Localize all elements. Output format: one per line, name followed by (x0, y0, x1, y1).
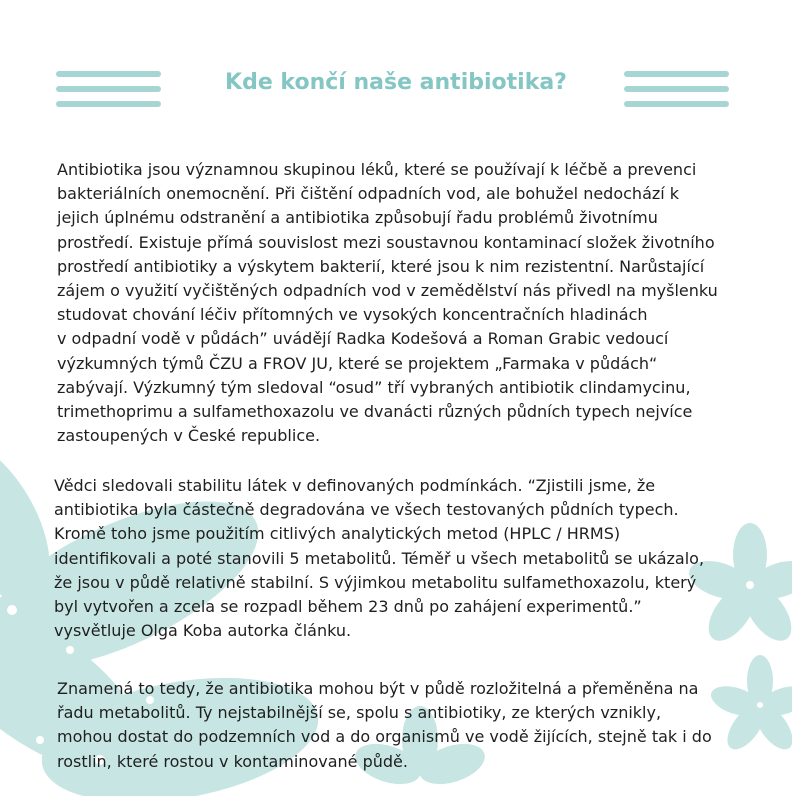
text-line: studovat chování léčiv přítomných ve vysokých koncentračních hladinách (57, 305, 648, 325)
text-line: Antibiotika jsou významnou skupinou léků, které se používají k léčbě a prevenci (57, 160, 697, 179)
text-line: identifikovali a poté stanovili 5 metabolitů. Téměř u všech metabolitů se ukázalo, (54, 548, 705, 568)
text-line: antibiotika byla částečně degradována ve všech testovaných půdních typech. (54, 500, 679, 520)
paragraph-3 (57, 677, 712, 774)
text-line: Kromě toho jsme použitím citlivých analytických metod (HPLC / HRMS) (54, 524, 621, 544)
text-line: zájem o využití vyčištěných odpadních vod v zemědělství nás přivedl na myšlenku (57, 281, 718, 301)
text-line: zastoupených v České republice. (57, 426, 321, 446)
text-line: zabývají. Výzkumný tým sledoval “osud” tří vybraných antibiotik clindamycinu, (57, 377, 691, 397)
text-line: prostředí antibiotiky a výskytem bakterií, které jsou k nim rezistentní. Narůstající (57, 256, 705, 276)
text-line: mohou dostat do podzemních vod a do organismů ve vodě žijících, stejně tak i do (57, 727, 712, 747)
paragraph-2 (54, 474, 704, 643)
text-line: jejich úplnému odstranění a antibiotika způsobují řadu problémů životnímu (57, 208, 658, 228)
page-title: Kde končí naše antibiotika? (225, 70, 567, 95)
text-line: v odpadní vodě v půdách” uvádějí Radka Kodešová a Roman Grabic vedoucí (57, 329, 669, 349)
text-line: prostředí. Existuje přímá souvislost mezi soustavnou kontaminací složek životního (57, 232, 715, 252)
text-line: bakteriálních onemocnění. Při čištění odpadních vod, ale bohužel nedochází k (57, 184, 680, 204)
text-line: řadu metabolitů. Ty nejstabilnější se, spolu s antibiotiky, ze kterých vznikly, (57, 703, 662, 723)
text-line: vysvětluje Olga Koba autorka článku. (54, 621, 352, 641)
decor-bar (56, 101, 161, 107)
text-line: že jsou v půdě relativně stabilní. S výjimkou metabolitu sulfamethoxazolu, který (54, 572, 697, 592)
text-line: rostlin, které rostou v kontaminované půdě. (57, 751, 408, 771)
text-line: byl vytvořen a zcela se rozpadl během 23 dnů po zahájení experimentů.” (54, 597, 642, 617)
decor-bar (624, 101, 729, 107)
text-line: výzkumných týmů ČZU a FROV JU, které se projektem „Farmaka v půdách“ (57, 353, 658, 373)
paragraph-1 (57, 158, 718, 448)
text-line: trimethoprimu a sulfamethoxazolu ve dvanácti různých půdních typech nejvíce (57, 402, 693, 422)
text-line: Vědci sledovali stabilitu látek v definovaných podmínkách. “Zjistili jsme, že (54, 476, 656, 495)
text-line: Znamená to tedy, že antibiotika mohou být v půdě rozložitelná a přeměněna na (57, 679, 699, 698)
